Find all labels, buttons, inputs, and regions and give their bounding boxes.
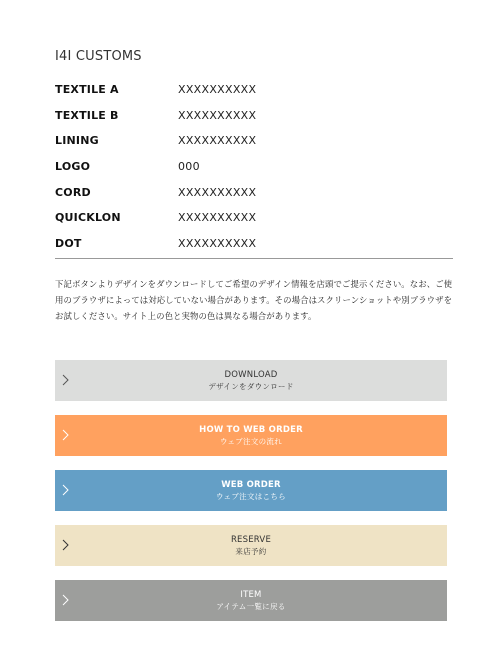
reserve-button-label: RESERVE <box>230 534 272 545</box>
spec-row-logo <box>55 154 453 180</box>
download-button[interactable] <box>55 360 447 401</box>
spec-row-dot <box>55 231 453 257</box>
spec-label: LOGO <box>55 160 91 174</box>
spec-value: XXXXXXXXXX <box>178 185 257 199</box>
how-to-web-order-button[interactable] <box>55 415 447 456</box>
spec-label: CORD <box>55 185 91 199</box>
chevron-right-icon <box>61 484 71 496</box>
spec-value: XXXXXXXXXX <box>178 236 257 250</box>
how-to-web-order-button-sublabel: ウェブ注文の流れ <box>219 436 283 446</box>
spec-value: XXXXXXXXXX <box>178 83 257 97</box>
chevron-right-icon <box>61 539 71 551</box>
how-to-web-order-button-label: HOW TO WEB ORDER <box>199 424 303 435</box>
chevron-right-icon <box>61 594 71 606</box>
item-list-button[interactable] <box>55 580 447 621</box>
spec-row-textile-a <box>55 77 453 103</box>
spec-value: 000 <box>178 160 200 174</box>
section-divider <box>55 258 453 259</box>
reserve-button[interactable] <box>55 525 447 566</box>
spec-value: XXXXXXXXXX <box>178 108 257 122</box>
spec-row-lining <box>55 128 453 154</box>
spec-value: XXXXXXXXXX <box>178 211 257 225</box>
chevron-right-icon <box>61 374 71 386</box>
web-order-button-sublabel: ウェブ注文はこちら <box>216 491 286 501</box>
spec-row-textile-b <box>55 103 453 129</box>
spec-row-quicklon <box>55 205 453 231</box>
spec-label: TEXTILE B <box>55 108 119 122</box>
web-order-button-label: WEB ORDER <box>221 479 281 490</box>
spec-label: DOT <box>55 236 82 250</box>
spec-list <box>55 77 453 256</box>
spec-value: XXXXXXXXXX <box>178 134 257 148</box>
spec-label: TEXTILE A <box>55 83 119 97</box>
web-order-button[interactable] <box>55 470 447 511</box>
item-list-button-sublabel: アイテム一覧に戻る <box>216 601 286 611</box>
spec-label: LINING <box>55 134 99 148</box>
spec-label: QUICKLON <box>55 211 121 225</box>
download-notice-text: 下記ボタンよりデザインをダウンロードしてご希望のデザイン情報を店頭でご提示ください。なお、ご使用のブラウザによっては対応していない場合があります。その場合はスクリーンショットや別ブラウザをお試しください。サイト上の色と実物の色は異なる場合があります。 <box>55 279 453 321</box>
download-button-sublabel: デザインをダウンロード <box>208 381 294 391</box>
item-list-button-label: ITEM <box>240 589 262 600</box>
reserve-button-sublabel: 来店予約 <box>235 546 267 556</box>
download-button-label: DOWNLOAD <box>224 369 278 380</box>
section-title: I4I CUSTOMS <box>55 49 142 64</box>
spec-row-cord <box>55 179 453 205</box>
chevron-right-icon <box>61 429 71 441</box>
